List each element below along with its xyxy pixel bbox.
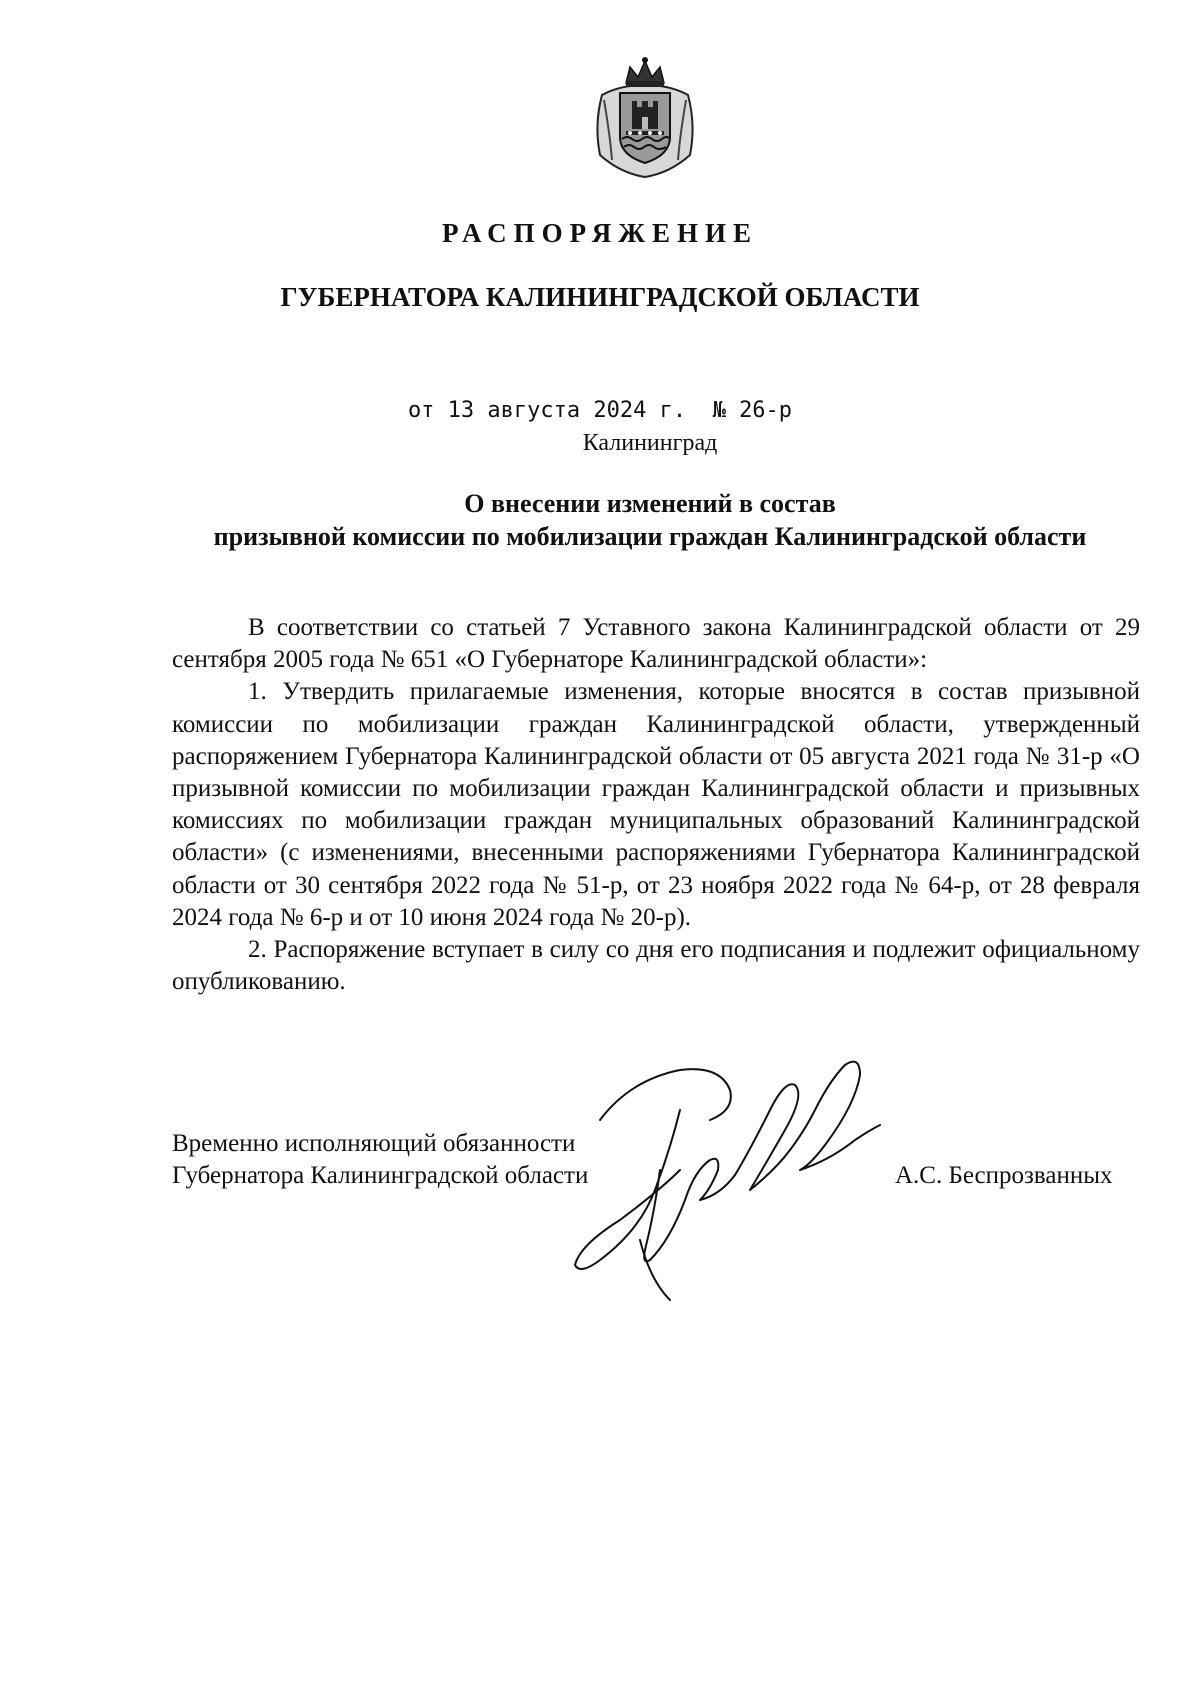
document-body: [172, 612, 1140, 998]
signer-position-line-1: Временно исполняющий обязанности: [172, 1130, 576, 1157]
intro-paragraph: В соответствии со статьей 7 Уставного закона Калининградской области от 29 сентября 2005 года № 651 «О Губернаторе Калининградской области»:: [172, 614, 1140, 674]
place-of-issue: Калининград: [582, 430, 718, 456]
issuing-authority-heading: ГУБЕРНАТОРА КАЛИНИНГРАДСКОЙ ОБЛАСТИ: [280, 282, 920, 312]
date-and-number: от 13 августа 2024 г. № 26-р: [407, 398, 793, 423]
signer-name: А.С. Беспрозванных: [895, 1162, 1113, 1189]
coat-of-arms-icon: [590, 55, 700, 180]
document-type-heading: РАСПОРЯЖЕНИЕ: [441, 218, 759, 248]
item-2-paragraph: 2. Распоряжение вступает в силу со дня его подписания и подлежит официальному опубликованию.: [172, 936, 1140, 996]
subject-line-2: призывной комиссии по мобилизации граждан Калининградской области: [213, 522, 1087, 551]
item-1-paragraph: 1. Утвердить прилагаемые изменения, которые вносятся в состав призывной комиссии по мобилизации граждан Калининградской области, утвержденный распоряжением Губернатора Калининградской области от 05 августа 2021 года № 31-р «О призывной комиссии по мобилизации граждан Калининградской области и призывных комиссиях по мобилизации граждан муниципальных образований Калининградской области» (с изменениями, внесенными распоряжениями Губернатора Калининградской области от 30 сентября 2022 года № 51-р, от 23 ноября 2022 года № 64-р, от 28 февраля 2024 года № 6-р и от 10 июня 2024 года № 20-р).: [172, 678, 1140, 931]
handwritten-signature-icon: [560, 1050, 940, 1310]
signer-position: [172, 1128, 612, 1192]
signer-position-line-2: Губернатора Калининградской области: [172, 1162, 589, 1189]
document-subject: [0, 487, 1200, 553]
subject-line-1: О внесении изменений в состав: [464, 489, 836, 518]
